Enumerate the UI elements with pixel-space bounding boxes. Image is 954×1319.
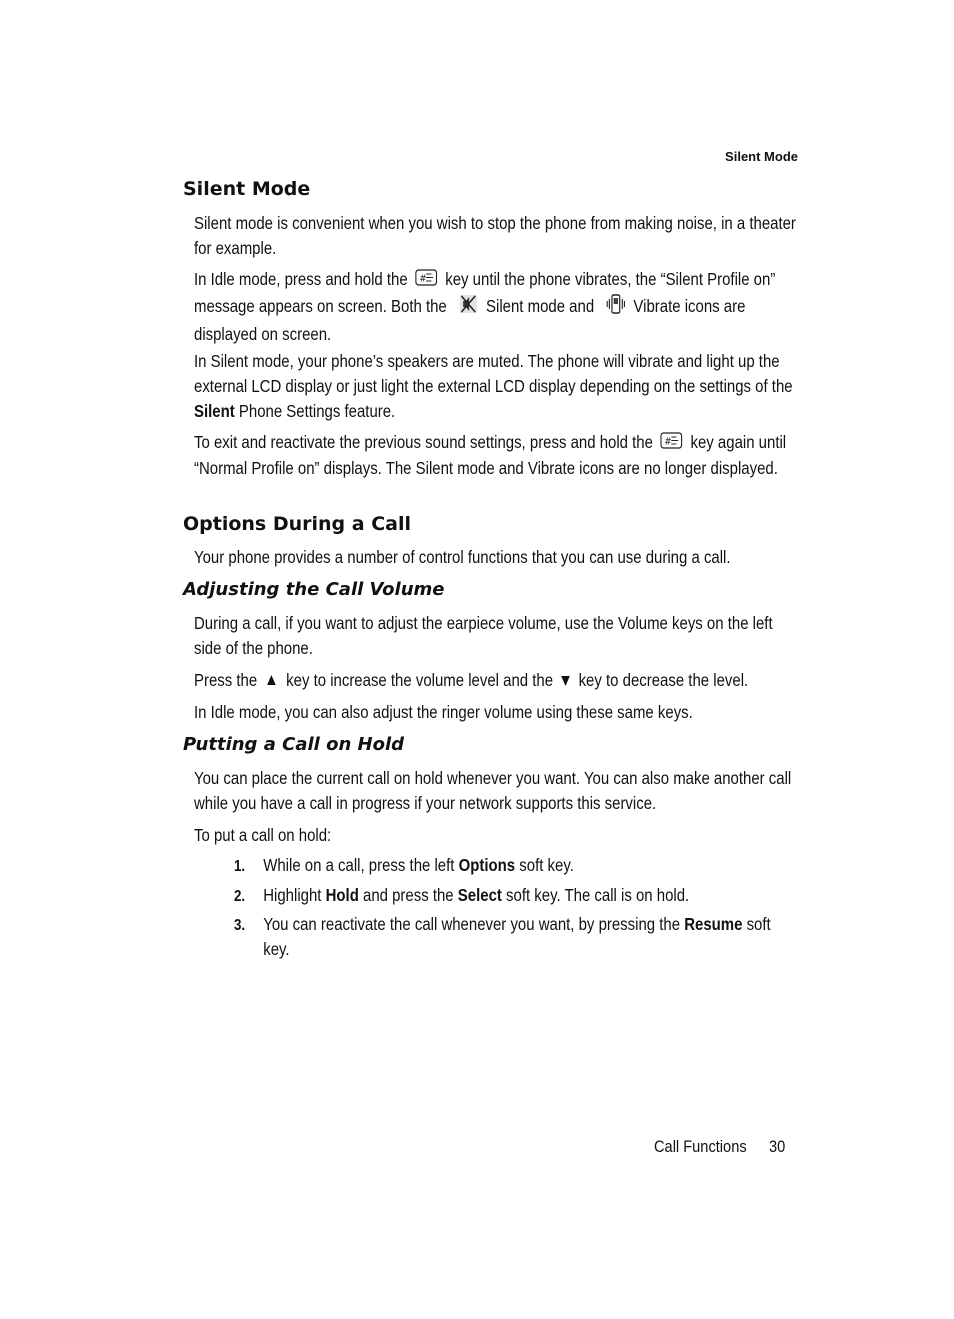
bold-term-select: Select [457,885,502,905]
text-fragment: In Silent mode, your phone’s speakers are muted. The phone will vibrate and light up the external LCD display or just light the external LCD display depending on the settings of the [194,351,793,396]
text-fragment: soft key. [263,914,771,959]
silent-mode-paragraph-3 [194,349,800,423]
heading-silent-mode: Silent Mode [183,178,311,200]
bold-term-hold: Hold [325,885,359,905]
text-fragment: Vibrate icons are displayed on screen. [194,295,746,344]
hash-key-icon [661,431,683,456]
page-number: 30 [768,1137,786,1156]
silent-mode-icon [458,293,479,322]
running-header: Silent Mode [725,149,798,164]
volume-paragraph-1: During a call, if you want to adjust the earpiece volume, use the Volume keys on the left side of the phone. [194,613,773,658]
text-fragment: To exit and reactivate the previous sound settings, press and hold the [194,432,653,452]
text-fragment: Phone Settings feature. [238,400,396,421]
bold-term-silent: Silent [194,400,235,421]
bold-term-resume: Resume [684,914,743,934]
text-fragment: Press the [194,670,258,690]
heading-putting-call-on-hold: Putting a Call on Hold [183,734,405,755]
text-fragment: key again until “Normal Profile on” displays. The Silent mode and Vibrate icons are no longer displayed. [194,432,787,478]
heading-adjusting-call-volume: Adjusting the Call Volume [183,579,445,600]
text-fragment: While on a call, press the left [263,855,455,875]
step-number: 3. [234,917,246,934]
silent-mode-paragraph-4 [194,430,800,481]
hold-paragraph-1: You can place the current call on hold whenever you want. You can also make another call while you have a call in progress if your network supports this service. [194,768,792,813]
step-number: 2. [234,888,246,905]
page-footer [654,1137,785,1157]
svg-text:#: # [419,272,427,285]
text-fragment: key to decrease the level. [578,670,749,690]
volume-down-arrow-icon [561,669,571,694]
heading-options-during-call: Options During a Call [183,513,411,535]
bold-term-options: Options [458,855,516,875]
hash-key-icon [415,268,437,293]
svg-text:#: # [664,435,673,448]
silent-mode-paragraph-2 [194,267,800,346]
volume-paragraph-2 [194,668,800,694]
text-fragment: and press the [363,885,454,905]
list-item [234,883,840,910]
list-item [234,853,840,880]
text-fragment: soft key. The call is on hold. [506,885,690,905]
volume-up-arrow-icon [267,669,277,694]
footer-chapter: Call Functions [654,1137,747,1156]
hold-paragraph-2: To put a call on hold: [194,825,332,845]
step-text [263,912,779,962]
silent-mode-paragraph-1: Silent mode is convenient when you wish to stop the phone from making noise, in a theater for example. [194,213,796,258]
text-fragment: Highlight [263,885,322,905]
text-fragment: key until the phone vibrates, the “Silent Profile on” message appears on screen. Both the [194,269,776,316]
step-number: 1. [234,858,246,875]
text-fragment: In Idle mode, press and hold the [194,269,408,289]
text-fragment: key to increase the volume level and the [286,670,554,690]
step-text [263,853,779,878]
text-fragment: You can reactivate the call whenever you want, by pressing the [263,914,681,934]
step-text [263,883,779,908]
text-fragment: soft key. [519,855,574,875]
vibrate-icon [605,293,626,322]
list-item [234,912,840,962]
options-paragraph-1: Your phone provides a number of control functions that you can use during a call. [194,547,731,567]
text-fragment: Silent mode and [486,295,595,316]
volume-paragraph-3: In Idle mode, you can also adjust the ringer volume using these same keys. [194,702,693,722]
